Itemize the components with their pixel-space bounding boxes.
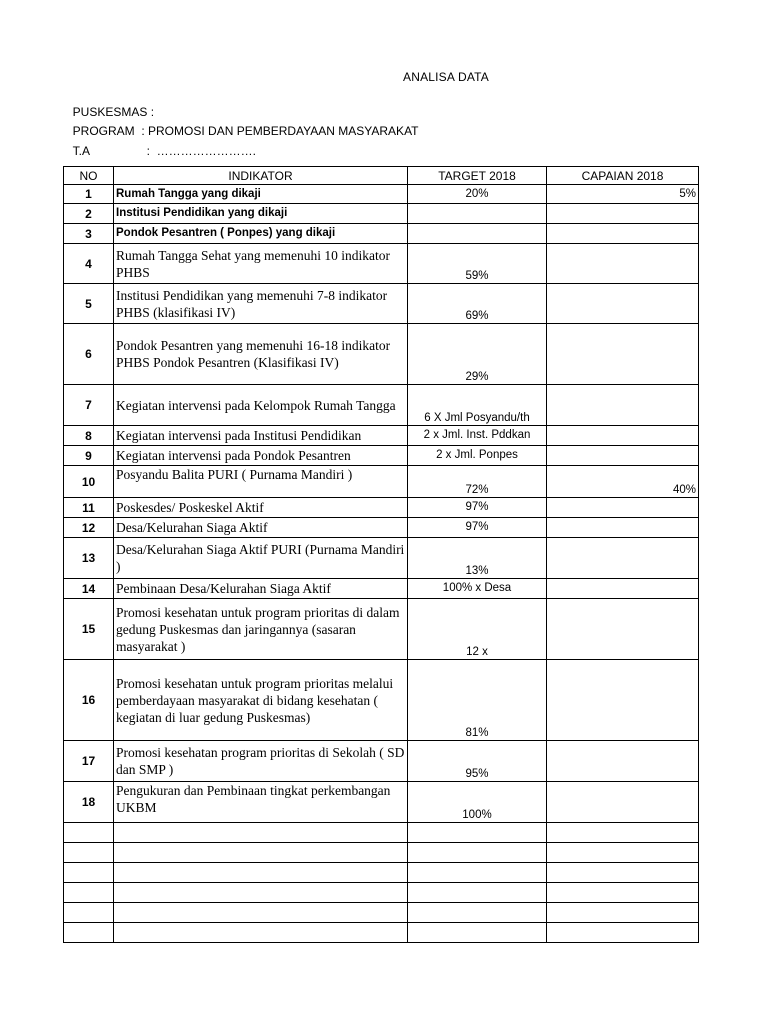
row-target: 97% [408,518,547,538]
row-no: 17 [64,741,114,782]
row-capaian [547,579,699,599]
ta-line [66,130,256,158]
row-indikator: Rumah Tangga Sehat yang memenuhi 10 indikator PHBS [114,244,408,284]
empty-row [64,883,699,903]
row-no: 14 [64,579,114,599]
row-no: 6 [64,324,114,385]
row-indikator: Pondok Pesantren yang memenuhi 16-18 indikator PHBS Pondok Pesantren (Klasifikasi IV) [114,324,408,385]
program-label: PROGRAM : [72,124,149,138]
row-capaian [547,782,699,823]
row-capaian [547,385,699,426]
table-row [64,385,699,426]
row-target [408,224,547,244]
row-target: 13% [408,538,547,579]
row-no: 4 [64,244,114,284]
row-indikator: Promosi kesehatan program prioritas di Sekolah ( SD dan SMP ) [114,741,408,782]
table-row [64,284,699,324]
table-row [64,599,699,660]
row-target: 20% [408,185,547,204]
row-capaian: 5% [547,185,699,204]
row-target: 29% [408,324,547,385]
row-no: 8 [64,426,114,446]
row-target: 2 x Jml. Inst. Pddkan [408,426,547,446]
row-indikator: Rumah Tangga yang dikaji [114,185,408,204]
indicator-table [63,166,699,943]
row-indikator: Kegiatan intervensi pada Pondok Pesantren [114,446,408,466]
ta-value: : ……………………. [146,144,257,158]
row-indikator: Promosi kesehatan untuk program prioritas melalui pemberdayaan masyarakat di bidang kesehatan ( kegiatan di luar gedung Puskesmas) [114,660,408,741]
row-indikator: Poskesdes/ Poskeskel Aktif [114,498,408,518]
empty-row [64,843,699,863]
ta-label: T.A [72,144,91,158]
row-no: 16 [64,660,114,741]
table-row [64,426,699,446]
row-target: 95% [408,741,547,782]
table-row [64,498,699,518]
row-capaian [547,204,699,224]
row-target: 100% x Desa [408,579,547,599]
row-indikator: Posyandu Balita PURI ( Purnama Mandiri ) [114,466,408,498]
empty-row [64,903,699,923]
row-indikator: Desa/Kelurahan Siaga Aktif [114,518,408,538]
row-target: 2 x Jml. Ponpes [408,446,547,466]
row-indikator: Desa/Kelurahan Siaga Aktif PURI (Purnama Mandiri ) [114,538,408,579]
row-no: 5 [64,284,114,324]
empty-row [64,823,699,843]
row-target: 81% [408,660,547,741]
table-row [64,538,699,579]
row-capaian [547,224,699,244]
row-target: 72% [408,466,547,498]
row-no: 10 [64,466,114,498]
row-indikator: Pondok Pesantren ( Ponpes) yang dikaji [114,224,408,244]
row-indikator: Institusi Pendidikan yang memenuhi 7-8 indikator PHBS (klasifikasi IV) [114,284,408,324]
row-indikator: Promosi kesehatan untuk program prioritas di dalam gedung Puskesmas dan jaringannya (sasaran masyarakat ) [114,599,408,660]
row-capaian: 40% [547,466,699,498]
row-target [408,204,547,224]
column-header-indikator: INDIKATOR [114,167,408,185]
column-header-target: TARGET 2018 [408,167,547,185]
row-no: 12 [64,518,114,538]
row-capaian [547,538,699,579]
program-value: PROMOSI DAN PEMBERDAYAAN MASYARAKAT [148,124,419,138]
row-no: 2 [64,204,114,224]
column-header-no: NO [64,167,114,185]
row-indikator: Pengukuran dan Pembinaan tingkat perkembangan UKBM [114,782,408,823]
row-target: 6 X Jml Posyandu/th [408,385,547,426]
table-row [64,660,699,741]
table-row [64,324,699,385]
row-target: 12 x [408,599,547,660]
row-indikator: Pembinaan Desa/Kelurahan Siaga Aktif [114,579,408,599]
document-title: ANALISA DATA [403,70,489,84]
table-row [64,244,699,284]
row-no: 13 [64,538,114,579]
puskesmas-label: PUSKESMAS : [72,105,155,119]
table-header-row [64,167,699,185]
row-no: 18 [64,782,114,823]
row-capaian [547,426,699,446]
row-capaian [547,518,699,538]
row-no: 11 [64,498,114,518]
row-capaian [547,324,699,385]
row-target: 69% [408,284,547,324]
table-row [64,741,699,782]
row-indikator: Kegiatan intervensi pada Institusi Pendidikan [114,426,408,446]
row-target: 97% [408,498,547,518]
row-capaian [547,660,699,741]
column-header-capaian: CAPAIAN 2018 [547,167,699,185]
row-target: 100% [408,782,547,823]
row-no: 3 [64,224,114,244]
row-target: 59% [408,244,547,284]
table-row [64,446,699,466]
row-capaian [547,498,699,518]
row-no: 1 [64,185,114,204]
empty-row [64,863,699,883]
table-row [64,782,699,823]
row-indikator: Kegiatan intervensi pada Kelompok Rumah Tangga [114,385,408,426]
empty-row [64,923,699,943]
table-row [64,518,699,538]
row-capaian [547,244,699,284]
table-row [64,224,699,244]
row-capaian [547,741,699,782]
table-row [64,466,699,498]
row-capaian [547,446,699,466]
row-indikator: Institusi Pendidikan yang dikaji [114,204,408,224]
table-row [64,204,699,224]
row-no: 9 [64,446,114,466]
row-capaian [547,284,699,324]
table-row [64,185,699,204]
table-row [64,579,699,599]
row-capaian [547,599,699,660]
row-no: 7 [64,385,114,426]
row-no: 15 [64,599,114,660]
